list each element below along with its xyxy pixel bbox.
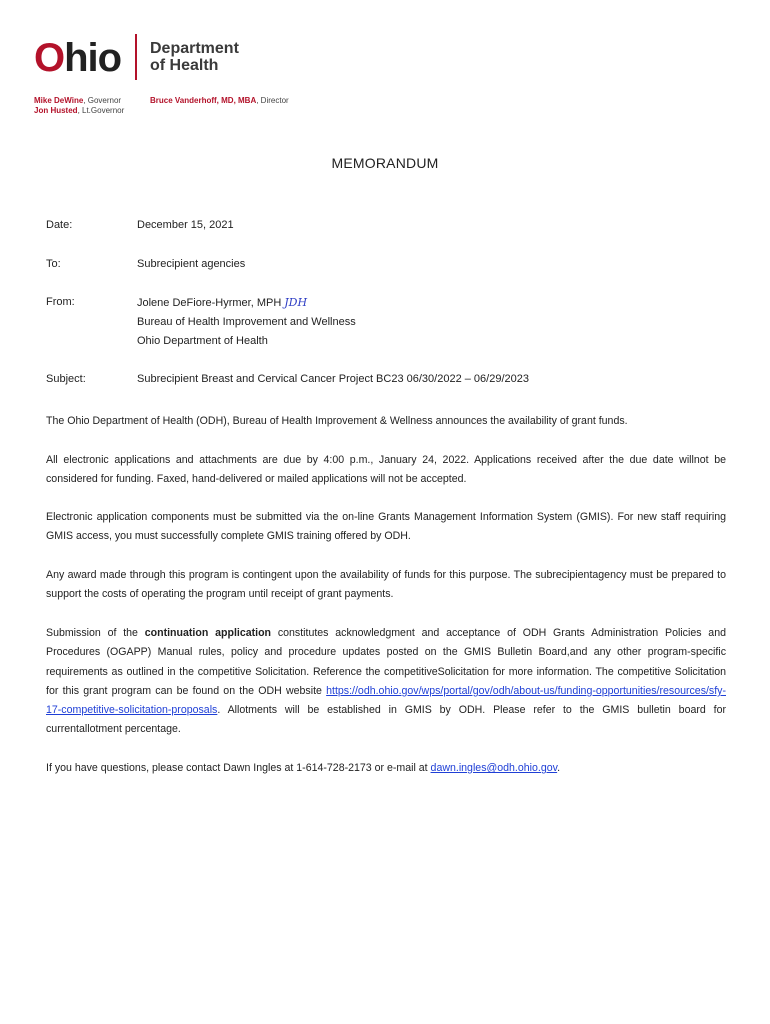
signature-initials: JDH [284,296,308,309]
contact-text: If you have questions, please contact Dawn Ingles at 1-614-728-2173 or e-mail at [46,762,431,774]
subject-label: Subject: [46,373,86,385]
from-label: From: [46,296,75,308]
paragraph-funding: Any award made through this program is contingent upon the availability of funds for this purpose. The subrecipientagency must be prepared to support the costs of operating the program until receipt of grant payments. [46,569,726,601]
department-name [150,40,239,74]
lt-governor-name: Jon Husted [34,106,78,115]
paragraph-gmis: Electronic application components must be submitted via the on-line Grants Management Information System (GMIS). For new staff requiring GMIS access, you must successfully complete GMIS training offered by ODH. [46,511,726,543]
logo-divider [135,34,137,80]
officials-left [34,96,124,116]
solicitation-link[interactable]: https://odh.ohio.gov/wps/portal/gov/odh/about-us/funding-opportunities/resources/sfy-17-competitive-solicitation-proposals [46,684,726,717]
memo-title: MEMORANDUM [331,155,439,171]
from-name: Jolene DeFiore-Hyrmer, MPH [137,297,282,309]
contact-end: . [557,762,561,774]
paragraph-due-date: All electronic applications and attachments are due by 4:00 p.m., January 24, 2022. Applications received after the due date willnot be considered for funding. Faxed, hand-delivered or mailed applications will not be accepted. [46,454,726,486]
lt-governor-title: , Lt.Governor [77,106,125,115]
department-line-2: of Health [150,57,219,74]
department-line-1: Department [150,40,239,57]
date-value: December 15, 2021 [137,219,234,231]
to-label: To: [46,258,61,270]
subject-value: Subrecipient Breast and Cervical Cancer Project BC23 06/30/2022 – 06/29/2023 [137,373,529,385]
from-department: Ohio Department of Health [137,335,268,347]
officials-right [150,96,289,106]
ohio-wordmark [34,34,121,82]
paragraph-contact [46,759,726,778]
ohio-logo-text: Ohio [34,36,122,80]
from-bureau: Bureau of Health Improvement and Wellness [137,316,356,328]
date-label: Date: [46,219,73,231]
paragraph-announcement: The Ohio Department of Health (ODH), Bureau of Health Improvement & Wellness announces the availability of grant funds. [46,415,628,427]
governor-name: Mike DeWine [34,96,84,105]
submission-text-1: Submission of the [46,627,145,639]
from-value [137,293,356,351]
paragraph-submission [46,624,726,740]
to-value: Subrecipient agencies [137,258,246,270]
director-title: , Director [256,96,289,105]
director-name: Bruce Vanderhoff, MD, MBA [150,96,257,105]
email-link[interactable]: dawn.ingles@odh.ohio.gov [430,762,558,774]
submission-bold: continuation application [144,627,272,639]
governor-title: , Governor [83,96,122,105]
submission-text-2: constitutes acknowledgment and acceptance of ODH Grants Administration Policies and Procedures (OGAPP) Manual rules, policy and procedure updates posted on the GMIS Bulletin Board,and any other program-specific requirements as outlined in the competitive Solicitation. Reference the competitiveSolicitation for more information. The competitive Solicitation for this grant program can be found on the ODH website [46,627,726,697]
submission-text-3: . Allotments will be established in GMIS by ODH. Please refer to the GMIS bulletin board for currentallotment percentage. [46,704,726,736]
